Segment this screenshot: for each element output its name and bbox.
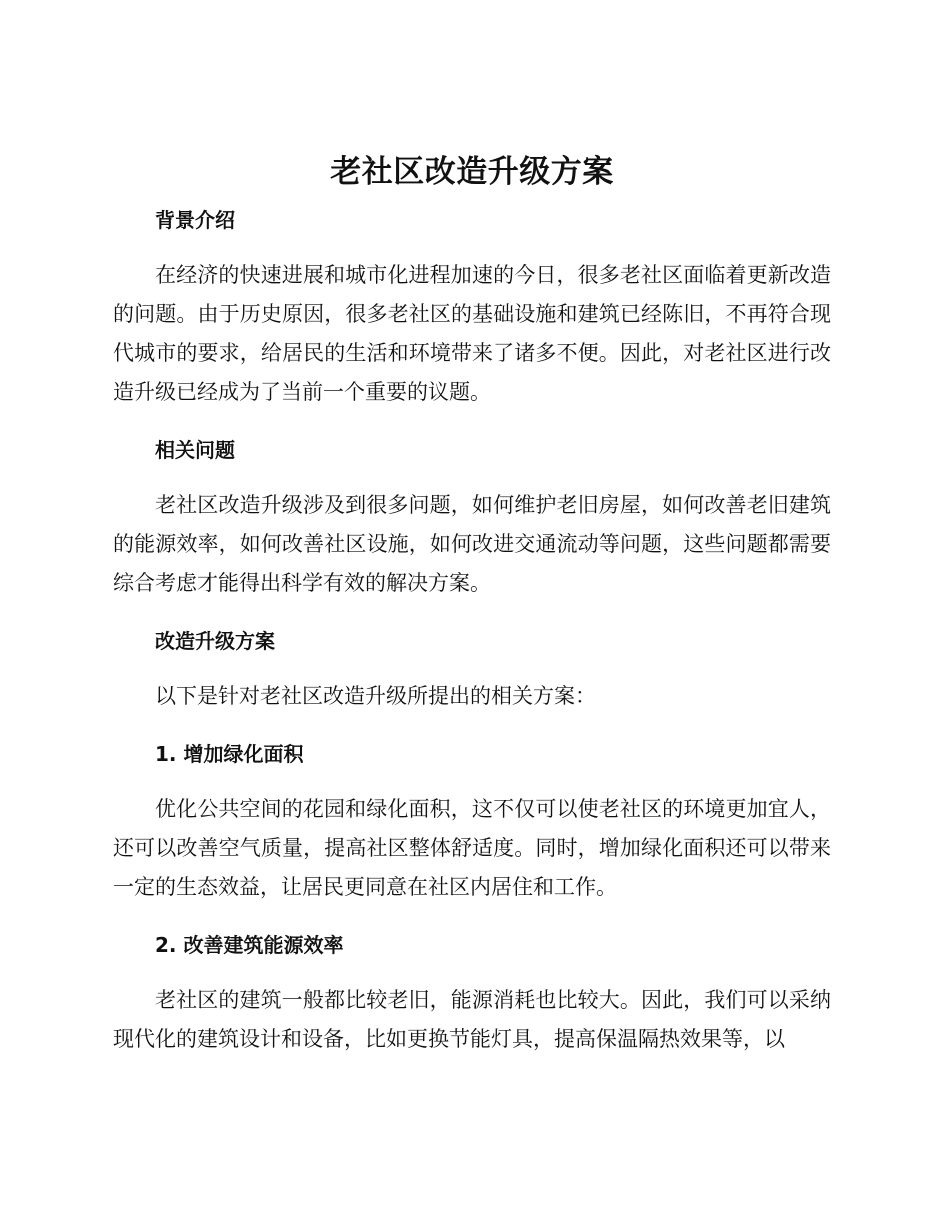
paragraph-item1: 优化公共空间的花园和绿化面积，这不仅可以使老社区的环境更加宜人，还可以改善空气质量，提高社区整体舒适度。同时，增加绿化面积还可以带来一定的生态效益，让居民更同意在社区内居住和工作。 [113, 797, 831, 899]
paragraph-background: 在经济的快速进展和城市化进程加速的今日，很多老社区面临着更新改造的问题。由于历史原因，很多老社区的基础设施和建筑已经陈旧，不再符合现代城市的要求，给居民的生活和环境带来了诸多不便。因此，对老社区进行改造升级已经成为了当前一个重要的议题。 [113, 263, 831, 404]
section-heading-item1: 1. 增加绿化面积 [155, 742, 304, 766]
spacer [113, 965, 831, 981]
paragraph-issues: 老社区改造升级涉及到很多问题，如何维护老旧房屋，如何改善老旧建筑的能源效率，如何改善社区设施，如何改进交通流动等问题，这些问题都需要综合考虑才能得出科学有效的解决方案。 [113, 493, 831, 595]
document-body [113, 148, 831, 1059]
document-title: 老社区改造升级方案 [330, 154, 614, 190]
spacer [113, 661, 831, 677]
spacer [113, 412, 831, 430]
section-heading-item2: 2. 改善建筑能源效率 [155, 933, 344, 957]
section-heading-issues: 相关问题 [155, 438, 235, 462]
spacer [113, 470, 831, 486]
section-heading-background: 背景介绍 [155, 208, 235, 232]
paragraph-plan-intro: 以下是针对老社区改造升级所提出的相关方案： [155, 684, 596, 708]
spacer [113, 774, 831, 790]
spacer [113, 907, 831, 925]
section-heading-plan: 改造升级方案 [155, 629, 275, 653]
spacer [113, 240, 831, 256]
spacer [113, 603, 831, 621]
paragraph-item2: 老社区的建筑一般都比较老旧，能源消耗也比较大。因此，我们可以采纳现代化的建筑设计和设备，比如更换节能灯具，提高保温隔热效果等，以 [113, 988, 831, 1051]
spacer [113, 716, 831, 734]
